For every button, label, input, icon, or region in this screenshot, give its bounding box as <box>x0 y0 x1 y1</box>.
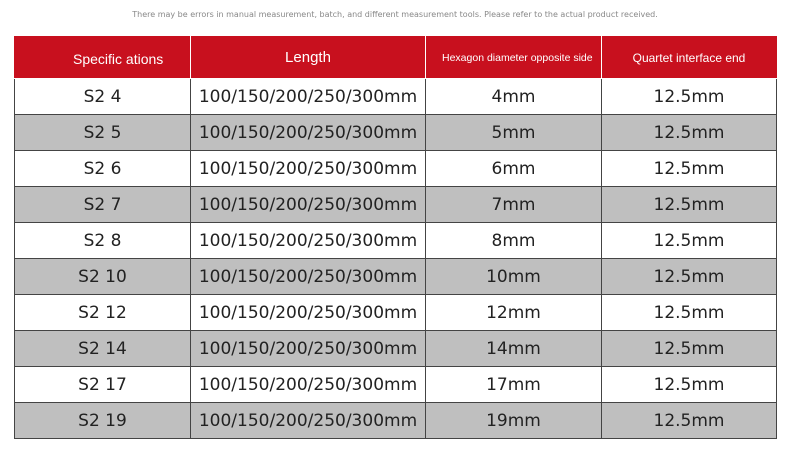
cell-spec: S2 10 <box>15 259 191 295</box>
cell-hex: 5mm <box>426 115 602 151</box>
header-hex-label: Hexagon diameter opposite side <box>442 51 593 64</box>
cell-hex: 14mm <box>426 331 602 367</box>
table-row <box>15 187 777 223</box>
header-spec <box>15 37 191 79</box>
table-row <box>15 79 777 115</box>
cell-spec: S2 17 <box>15 367 191 403</box>
cell-hex: 7mm <box>426 187 602 223</box>
table-row <box>15 367 777 403</box>
cell-hex: 12mm <box>426 295 602 331</box>
cell-quartet: 12.5mm <box>602 367 777 403</box>
cell-length: 100/150/200/250/300mm <box>191 151 426 187</box>
cell-hex: 8mm <box>426 223 602 259</box>
cell-quartet: 12.5mm <box>602 403 777 439</box>
header-length-label: Length <box>285 49 331 66</box>
spec-table <box>14 36 777 439</box>
cell-hex: 10mm <box>426 259 602 295</box>
cell-length: 100/150/200/250/300mm <box>191 259 426 295</box>
cell-length: 100/150/200/250/300mm <box>191 403 426 439</box>
header-length <box>191 37 426 79</box>
cell-length: 100/150/200/250/300mm <box>191 79 426 115</box>
cell-length: 100/150/200/250/300mm <box>191 331 426 367</box>
cell-length: 100/150/200/250/300mm <box>191 115 426 151</box>
table-row <box>15 331 777 367</box>
table-row <box>15 151 777 187</box>
header-quartet <box>602 37 777 79</box>
cell-quartet: 12.5mm <box>602 331 777 367</box>
cell-quartet: 12.5mm <box>602 295 777 331</box>
header-quartet-label: Quartet interface end <box>632 50 746 65</box>
table-row <box>15 259 777 295</box>
measurement-notice: There may be errors in manual measurement, batch, and different measurement tools. Please refer to the actual product received. <box>132 10 658 19</box>
cell-spec: S2 19 <box>15 403 191 439</box>
cell-quartet: 12.5mm <box>602 151 777 187</box>
table-row <box>15 403 777 439</box>
cell-length: 100/150/200/250/300mm <box>191 367 426 403</box>
cell-spec: S2 14 <box>15 331 191 367</box>
cell-spec: S2 12 <box>15 295 191 331</box>
cell-quartet: 12.5mm <box>602 259 777 295</box>
header-row <box>15 37 777 79</box>
cell-length: 100/150/200/250/300mm <box>191 223 426 259</box>
table-row <box>15 295 777 331</box>
cell-hex: 17mm <box>426 367 602 403</box>
cell-hex: 4mm <box>426 79 602 115</box>
cell-quartet: 12.5mm <box>602 79 777 115</box>
cell-spec: S2 8 <box>15 223 191 259</box>
cell-hex: 6mm <box>426 151 602 187</box>
table-row <box>15 223 777 259</box>
cell-spec: S2 7 <box>15 187 191 223</box>
cell-length: 100/150/200/250/300mm <box>191 295 426 331</box>
cell-length: 100/150/200/250/300mm <box>191 187 426 223</box>
header-hex <box>426 37 602 79</box>
cell-spec: S2 5 <box>15 115 191 151</box>
header-spec-label: Specific ations <box>73 50 164 67</box>
cell-quartet: 12.5mm <box>602 115 777 151</box>
cell-hex: 19mm <box>426 403 602 439</box>
cell-spec: S2 6 <box>15 151 191 187</box>
table-row <box>15 115 777 151</box>
cell-quartet: 12.5mm <box>602 223 777 259</box>
cell-spec: S2 4 <box>15 79 191 115</box>
cell-quartet: 12.5mm <box>602 187 777 223</box>
